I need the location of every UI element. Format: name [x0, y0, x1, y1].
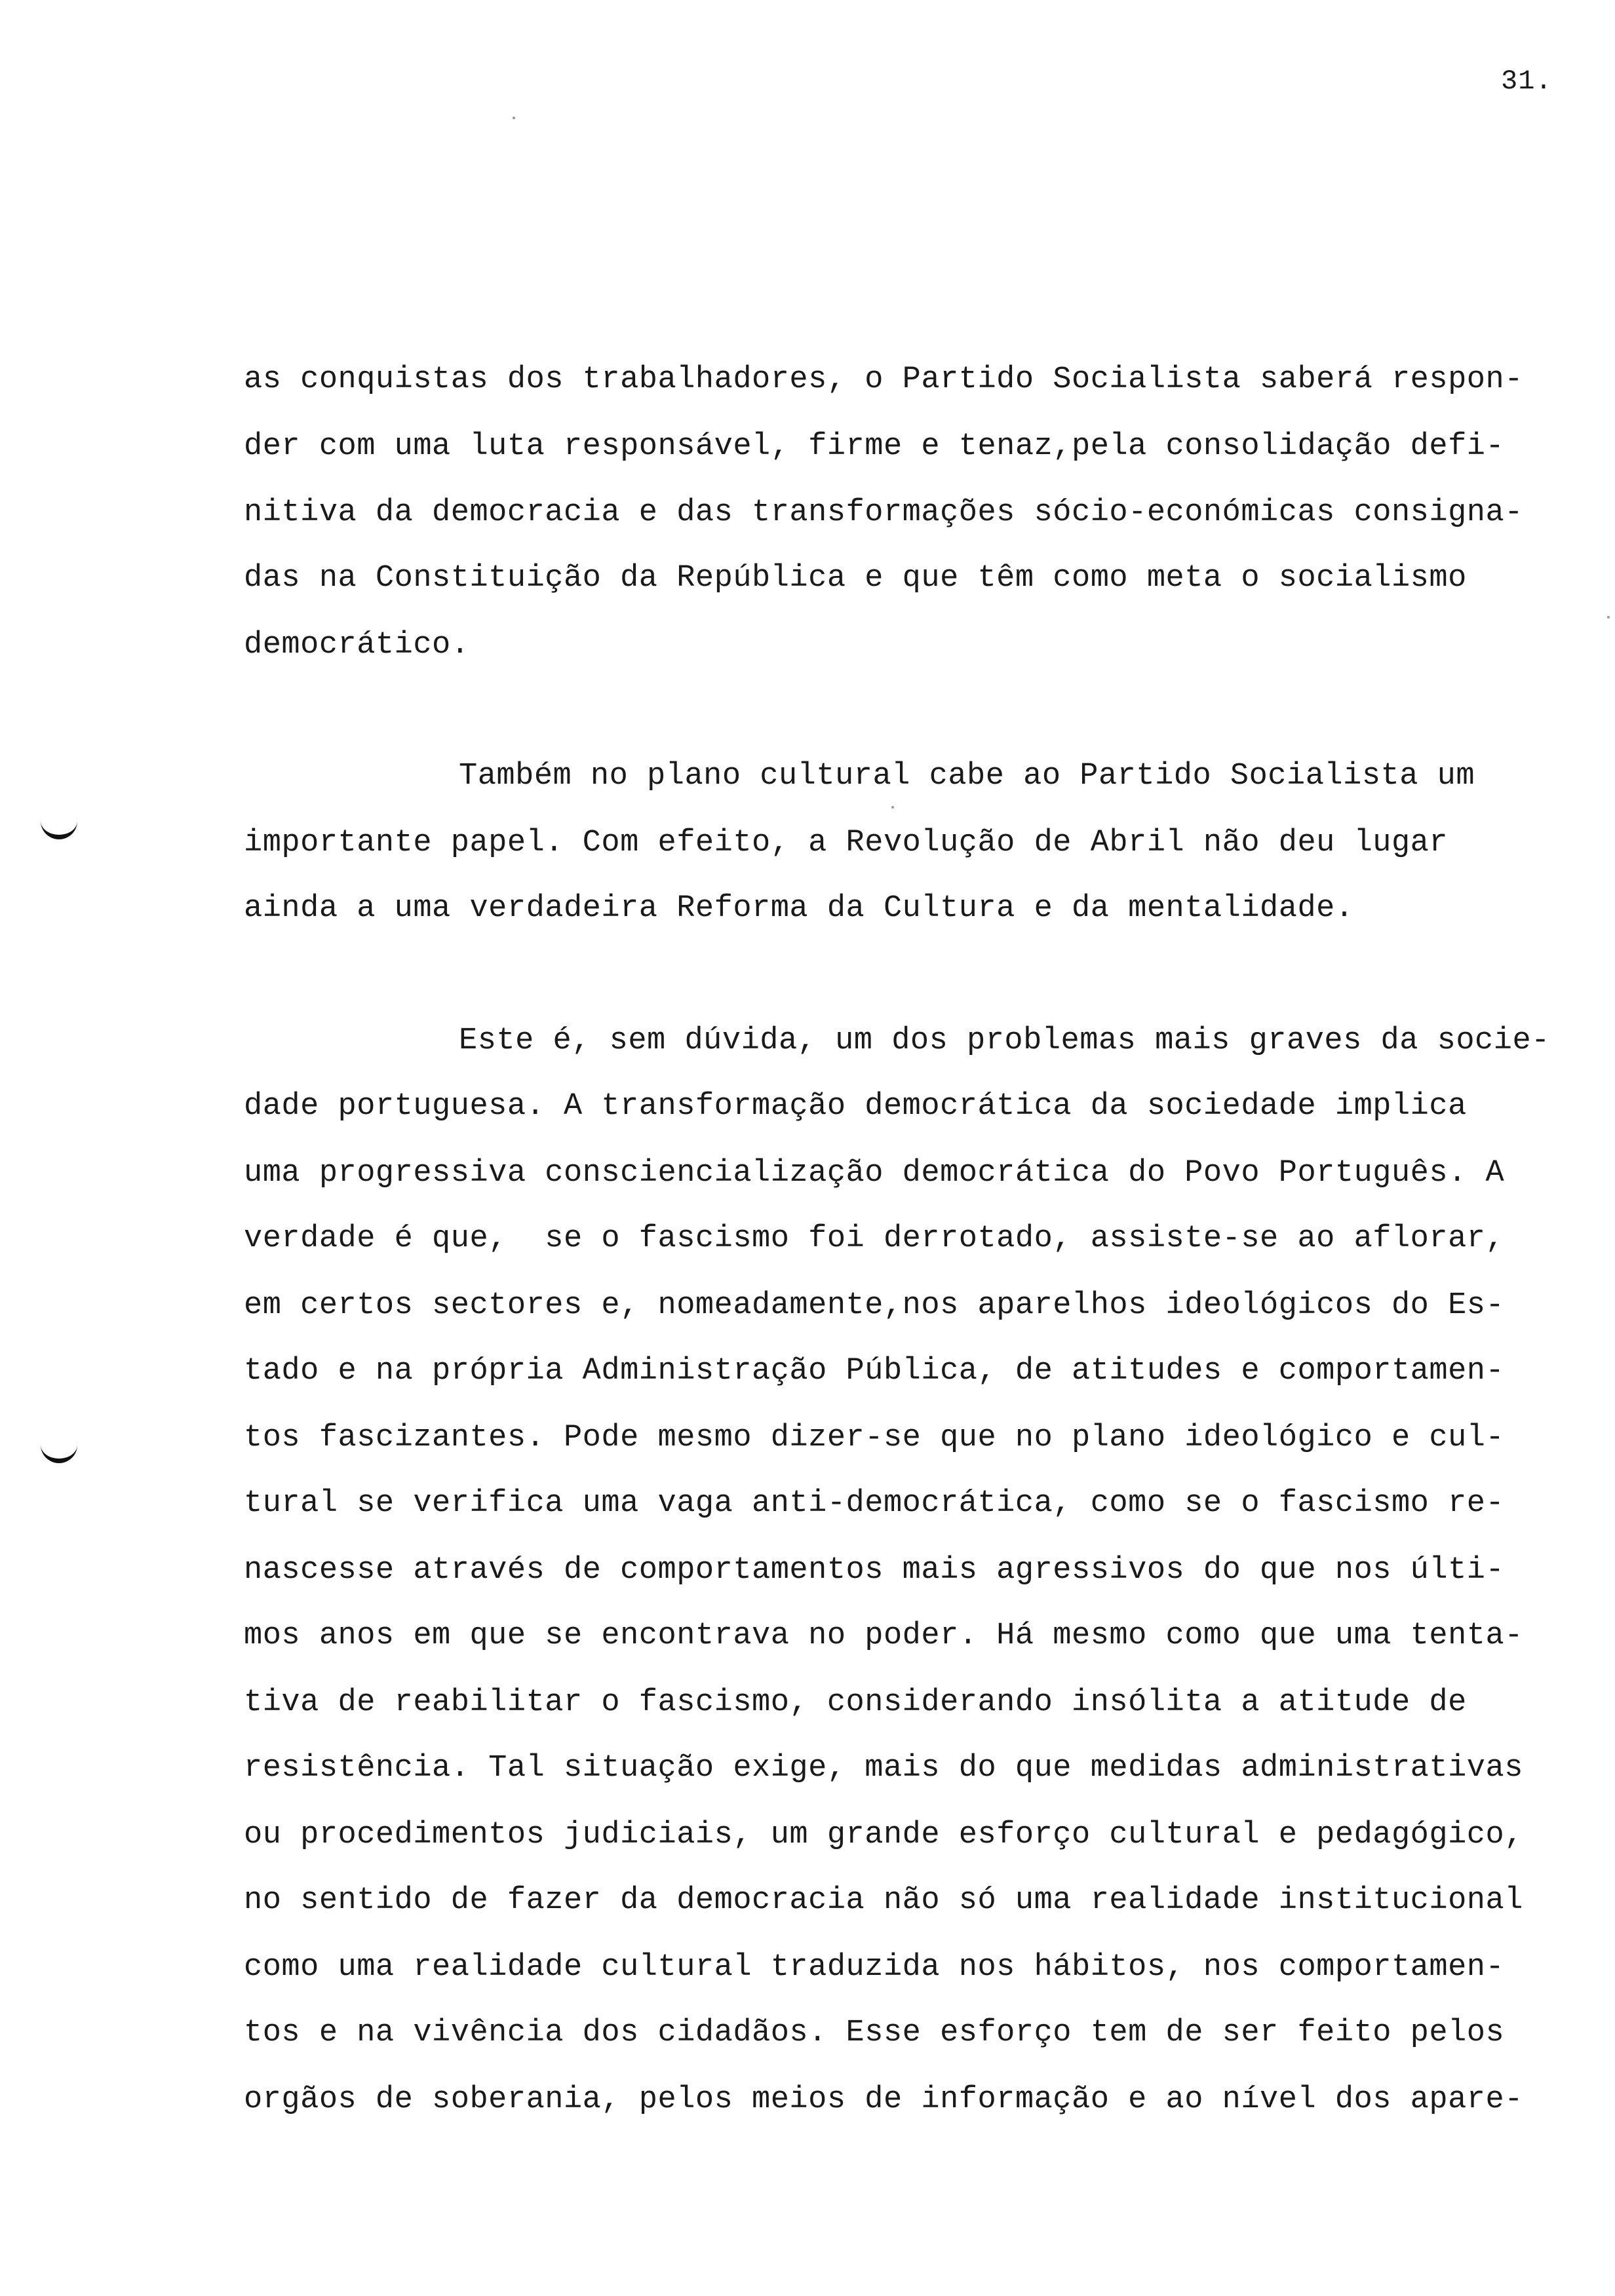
text-line: tado e na própria Administração Pública, de atitudes e comportamen- — [244, 1354, 1505, 1388]
text-line: Também no plano cultural cabe ao Partido Socialista um — [459, 759, 1475, 794]
scan-speck — [1607, 616, 1610, 619]
text-line: nitiva da democracia e das transformações sócio-económicas consigna- — [244, 495, 1523, 530]
text-line: das na Constituição da República e que têm como meta o socialismo — [244, 561, 1467, 596]
punch-hole-mark — [41, 1442, 77, 1463]
text-line: Este é, sem dúvida, um dos problemas mais graves da socie- — [459, 1024, 1550, 1058]
text-line: ou procedimentos judiciais, um grande esforço cultural e pedagógico, — [244, 1818, 1523, 1852]
punch-hole-mark — [41, 818, 77, 839]
text-line: tural se verifica uma vaga anti-democrática, como se o fascismo re- — [244, 1486, 1505, 1521]
text-line: tiva de reabilitar o fascismo, considerando insólita a atitude de — [244, 1685, 1467, 1720]
scan-speck — [891, 806, 894, 809]
text-line: as conquistas dos trabalhadores, o Partido Socialista saberá respon- — [244, 362, 1523, 397]
text-line: der com uma luta responsável, firme e tenaz,pela consolidação defi- — [244, 429, 1505, 464]
text-line: tos e na vivência dos cidadãos. Esse esforço tem de ser feito pelos — [244, 2016, 1505, 2050]
text-line: como uma realidade cultural traduzida nos hábitos, nos comportamen- — [244, 1950, 1505, 1985]
text-line: importante papel. Com efeito, a Revolução de Abril não deu lugar — [244, 826, 1449, 860]
page-number: 31. — [1501, 66, 1553, 97]
text-line: tos fascizantes. Pode mesmo dizer-se que no plano ideológico e cul- — [244, 1421, 1505, 1455]
text-line: verdade é que, se o fascismo foi derrotado, assiste-se ao aflorar, — [244, 1221, 1505, 1256]
text-line: democrático. — [244, 628, 470, 662]
text-line: em certos sectores e, nomeadamente,nos aparelhos ideológicos do Es- — [244, 1288, 1505, 1323]
text-line: nascesse através de comportamentos mais agressivos do que nos últi- — [244, 1553, 1505, 1588]
text-line: dade portuguesa. A transformação democrática da sociedade implica — [244, 1089, 1467, 1124]
text-line: orgãos de soberania, pelos meios de informação e ao nível dos apare- — [244, 2082, 1523, 2117]
text-line: no sentido de fazer da democracia não só uma realidade institucional — [244, 1883, 1523, 1918]
text-line: mos anos em que se encontrava no poder. Há mesmo como que uma tenta- — [244, 1618, 1523, 1653]
scan-speck — [513, 117, 515, 119]
text-line: resistência. Tal situação exige, mais do que medidas administrativas — [244, 1751, 1523, 1786]
text-line: uma progressiva consciencialização democrática do Povo Português. A — [244, 1156, 1505, 1191]
text-line: ainda a uma verdadeira Reforma da Cultura e da mentalidade. — [244, 891, 1354, 926]
